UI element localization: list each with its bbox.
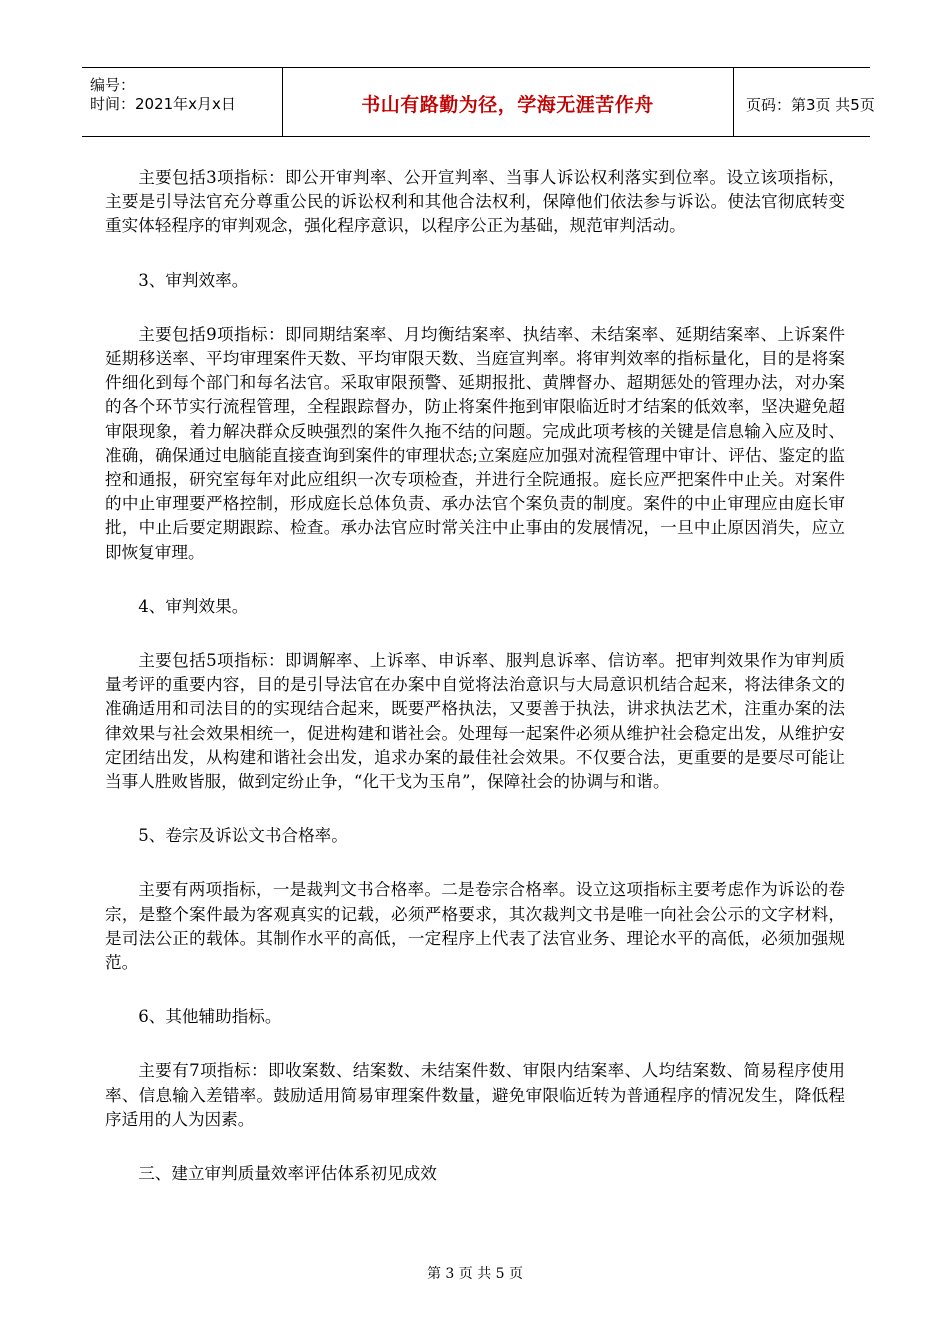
paragraph-effect-indicators: 主要包括5项指标：即调解率、上诉率、申诉率、服判息诉率、信访率。把审判效果作为审判质量考评的重要内容，目的是引导法官在办案中自觉将法治意识与大局意识机结合起来，将法律条文的准确适用和司法目的的实现结合起来，既要严格执法，又要善于执法，讲求执法艺术，注重办案的法律效果与社会效果相统一，促进构建和谐社会。处理每一起案件必须从维护社会稳定出发，从维护安定团结出发，从构建和谐社会出发，追求办案的最佳社会效果。不仅要合法，更重要的是要尽可能让当事人胜败皆服，做到定纷止争，“化干戈为玉帛”，保障社会的协调与和谐。 (105, 651, 845, 792)
header-page-number: 页码：第3页 共5页 (746, 96, 875, 114)
document-code-label: 编号： (90, 76, 136, 94)
section-heading-auxiliary: 6、其他辅助指标。 (138, 1007, 282, 1027)
document-time-label: 时间：2021年x月x日 (90, 95, 236, 113)
header-motto: 书山有路勤为径，学海无涯苦作舟 (361, 94, 654, 116)
header-motto-cell (282, 68, 734, 136)
paragraph-openness-indicators: 主要包括3项指标：即公开审判率、公开宣判率、当事人诉讼权利落实到位率。设立该项指标，主要是引导法官充分尊重公民的诉讼权利和其他合法权利，保障他们依法参与诉讼。使法官彻底转变重实体轻程序的审判观念，强化程序意识，以程序公正为基础，规范审判活动。 (105, 168, 845, 236)
paragraph-auxiliary-indicators: 主要有7项指标：即收案数、结案数、未结案件数、审限内结案率、人均结案数、简易程序使用率、信息输入差错率。鼓励适用简易审理案件数量，避免审限临近转为普通程序的情况发生，降低程序适用的人为因素。 (105, 1061, 845, 1129)
section-heading-results: 三、建立审判质量效率评估体系初见成效 (138, 1164, 437, 1184)
document-body (105, 166, 845, 1186)
page-header (82, 67, 875, 137)
header-page-cell (734, 68, 875, 136)
section-heading-efficiency: 3、审判效率。 (138, 270, 249, 290)
section-heading-effect: 4、审判效果。 (138, 596, 249, 616)
section-heading-documents: 5、卷宗及诉讼文书合格率。 (138, 826, 348, 846)
paragraph-documents-indicators: 主要有两项指标，一是裁判文书合格率。二是卷宗合格率。设立这项指标主要考虑作为诉讼的卷宗，是整个案件最为客观真实的记载，必须严格要求，其次裁判文书是唯一向社会公示的文字材料，是司法公正的载体。其制作水平的高低，一定程序上代表了法官业务、理论水平的高低，必须加强规范。 (105, 880, 845, 973)
paragraph-efficiency-indicators: 主要包括9项指标：即同期结案率、月均衡结案率、执结率、未结案率、延期结案率、上诉案件延期移送率、平均审理案件天数、平均审限天数、当庭宣判率。将审判效率的指标量化，目的是将案件细化到每个部门和每名法官。采取审限预警、延期报批、黄牌督办、超期惩处的管理办法，对办案的各个环节实行流程管理，全程跟踪督办，防止将案件拖到审限临近时才结案的低效率，坚决避免超审限现象，着力解决群众反映强烈的案件久拖不结的问题。完成此项考核的关键是信息输入应及时、准确，确保通过电脑能直接查询到案件的审理状态;立案庭应加强对流程管理中审计、评估、鉴定的监控和通报，研究室每年对此应组织一次专项检查，并进行全院通报。庭长应严把案件中止关。对案件的中止审理要严格控制，形成庭长总体负责、承办法官个案负责的制度。案件的中止审理应由庭长审批，中止后要定期跟踪、检查。承办法官应时常关注中止事由的发展情况，一旦中止原因消失，应立即恢复审理。 (105, 324, 845, 562)
header-meta-cell (82, 68, 283, 136)
page-footer: 第 3 页 共 5 页 (426, 1266, 524, 1282)
